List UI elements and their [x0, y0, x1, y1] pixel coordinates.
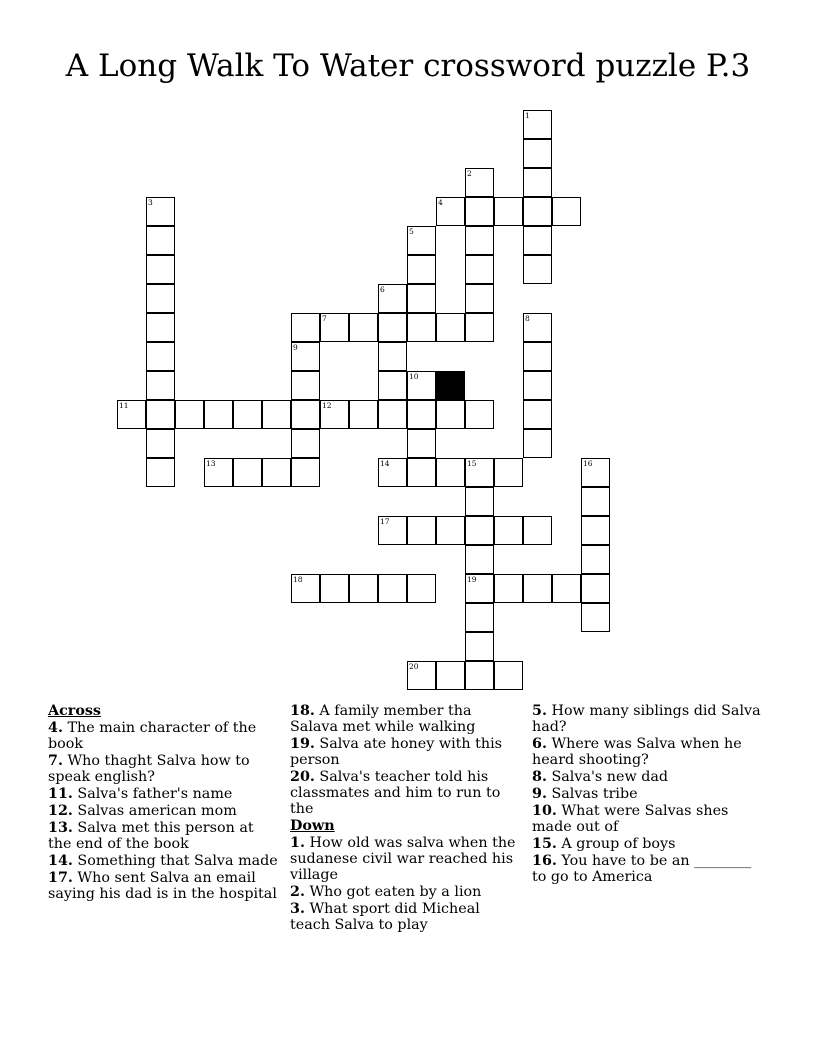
grid-cell[interactable]: [175, 400, 204, 429]
cell-number: 18: [293, 575, 303, 584]
clue-number: 1.: [290, 835, 305, 851]
clue-text: Salvas tribe: [551, 786, 638, 802]
grid-cell[interactable]: [523, 429, 552, 458]
cell-number: 14: [380, 459, 390, 468]
grid-cell[interactable]: [523, 139, 552, 168]
clue: [290, 884, 522, 900]
page-title: A Long Walk To Water crossword puzzle P.3: [65, 48, 751, 84]
cell-number: 9: [293, 343, 298, 352]
grid-cell[interactable]: [581, 458, 610, 487]
clue-text: Salva's father's name: [77, 786, 233, 802]
grid-cell[interactable]: [146, 371, 175, 400]
clue-number: 7.: [48, 753, 63, 769]
clue: [48, 753, 280, 785]
grid-cell[interactable]: [407, 313, 436, 342]
grid-cell[interactable]: [465, 400, 494, 429]
grid-cell[interactable]: [523, 516, 552, 545]
grid-cell[interactable]: [523, 574, 552, 603]
grid-cell[interactable]: [117, 400, 146, 429]
grid-cell[interactable]: [523, 168, 552, 197]
grid-cell[interactable]: [465, 545, 494, 574]
clue-number: 15.: [532, 836, 557, 852]
grid-cell[interactable]: [407, 458, 436, 487]
clue-number: 4.: [48, 720, 63, 736]
grid-cell[interactable]: [494, 516, 523, 545]
clue-number: 16.: [532, 853, 557, 869]
clue: [48, 853, 280, 869]
grid-cell[interactable]: [436, 516, 465, 545]
cell-number: 16: [583, 459, 593, 468]
grid-cell[interactable]: [436, 400, 465, 429]
clue: [48, 820, 280, 852]
grid-cell[interactable]: [465, 313, 494, 342]
clue: [290, 703, 522, 735]
clue-text: The main character of the book: [48, 720, 257, 752]
clues-column-3: [532, 703, 764, 886]
grid-cell[interactable]: [465, 226, 494, 255]
clue: [532, 703, 764, 735]
cell-number: 4: [438, 198, 443, 207]
grid-cell[interactable]: [291, 342, 320, 371]
grid-cell[interactable]: [378, 516, 407, 545]
clue-text: Salva met this person at the end of the book: [48, 820, 254, 852]
grid-cell[interactable]: [146, 400, 175, 429]
cell-number: 8: [525, 314, 530, 323]
clue: [290, 769, 522, 817]
grid-cell[interactable]: [465, 487, 494, 516]
grid-cell[interactable]: [320, 313, 349, 342]
grid-cell[interactable]: [523, 371, 552, 400]
grid-cell[interactable]: [349, 313, 378, 342]
clue-number: 12.: [48, 803, 73, 819]
clue: [290, 835, 522, 883]
grid-cell[interactable]: [552, 197, 581, 226]
down-heading: Down: [290, 818, 335, 834]
grid-cell[interactable]: [291, 574, 320, 603]
grid-cell[interactable]: [465, 168, 494, 197]
grid-cell[interactable]: [407, 284, 436, 313]
cell-number: 13: [206, 459, 216, 468]
clue: [48, 786, 280, 802]
clue: [532, 769, 764, 785]
grid-cell[interactable]: [465, 255, 494, 284]
clue-number: 9.: [532, 786, 547, 802]
grid-cell[interactable]: [262, 400, 291, 429]
clue-text: Something that Salva made: [77, 853, 278, 869]
grid-cell[interactable]: [291, 371, 320, 400]
cell-number: 2: [467, 169, 472, 178]
clue-number: 2.: [290, 884, 305, 900]
clue: [48, 803, 280, 819]
grid-cell[interactable]: [407, 661, 436, 690]
black-cell: [436, 371, 465, 400]
clue-number: 6.: [532, 736, 547, 752]
clue-number: 18.: [290, 703, 315, 719]
clue-text: What sport did Micheal teach Salva to play: [290, 901, 480, 933]
grid-cell[interactable]: [436, 661, 465, 690]
grid-cell[interactable]: [291, 458, 320, 487]
clue-text: Salva's new dad: [551, 769, 669, 785]
clue-number: 3.: [290, 901, 305, 917]
grid-cell[interactable]: [146, 197, 175, 226]
clue-number: 11.: [48, 786, 73, 802]
grid-cell[interactable]: [378, 400, 407, 429]
grid-cell[interactable]: [494, 661, 523, 690]
cell-number: 15: [467, 459, 477, 468]
cell-number: 20: [409, 662, 419, 671]
clues-column-2: [290, 703, 522, 934]
grid-cell[interactable]: [204, 458, 233, 487]
clue: [532, 853, 764, 885]
clue: [290, 736, 522, 768]
clue: [532, 736, 764, 768]
grid-cell[interactable]: [407, 226, 436, 255]
cell-number: 5: [409, 227, 414, 236]
clue-text: What were Salvas shes made out of: [532, 803, 729, 835]
grid-cell[interactable]: [262, 458, 291, 487]
grid-cell[interactable]: [465, 574, 494, 603]
grid-cell[interactable]: [146, 429, 175, 458]
grid-cell[interactable]: [494, 574, 523, 603]
grid-cell[interactable]: [465, 632, 494, 661]
grid-cell[interactable]: [465, 197, 494, 226]
cell-number: 11: [119, 401, 129, 410]
clues-column-1: [48, 703, 280, 903]
cell-number: 10: [409, 372, 419, 381]
clue-text: A group of boys: [561, 836, 676, 852]
grid-cell[interactable]: [436, 458, 465, 487]
grid-cell[interactable]: [378, 574, 407, 603]
clue-number: 19.: [290, 736, 315, 752]
clue-text: How many siblings did Salva had?: [532, 703, 761, 735]
grid-cell[interactable]: [494, 197, 523, 226]
clue-number: 20.: [290, 769, 315, 785]
grid-cell[interactable]: [523, 197, 552, 226]
grid-cell[interactable]: [465, 284, 494, 313]
clue-text: Who thaght Salva how to speak english?: [48, 753, 250, 785]
clue: [290, 901, 522, 933]
clue: [532, 803, 764, 835]
grid-cell[interactable]: [407, 516, 436, 545]
grid-cell[interactable]: [465, 458, 494, 487]
clue-text: Salva's teacher told his classmates and him to run to the: [290, 769, 501, 817]
grid-cell[interactable]: [407, 574, 436, 603]
grid-cell[interactable]: [407, 400, 436, 429]
clue: [532, 836, 764, 852]
grid-cell[interactable]: [523, 313, 552, 342]
grid-cell[interactable]: [407, 429, 436, 458]
grid-cell[interactable]: [146, 313, 175, 342]
grid-cell[interactable]: [407, 255, 436, 284]
across-heading: Across: [48, 703, 101, 719]
clue-number: 17.: [48, 870, 73, 886]
grid-cell[interactable]: [523, 110, 552, 139]
grid-cell[interactable]: [233, 458, 262, 487]
grid-cell[interactable]: [523, 226, 552, 255]
cell-number: 1: [525, 111, 530, 120]
cell-number: 17: [380, 517, 390, 526]
clue: [532, 786, 764, 802]
grid-cell[interactable]: [494, 458, 523, 487]
clue-text: Who sent Salva an email saying his dad is in the hospital: [48, 870, 277, 902]
grid-cell[interactable]: [465, 603, 494, 632]
clue-number: 10.: [532, 803, 557, 819]
clue-number: 13.: [48, 820, 73, 836]
clue: [48, 870, 280, 902]
grid-cell[interactable]: [581, 487, 610, 516]
grid-cell[interactable]: [581, 545, 610, 574]
grid-cell[interactable]: [581, 603, 610, 632]
clue-text: Where was Salva when he heard shooting?: [532, 736, 742, 768]
grid-cell[interactable]: [349, 400, 378, 429]
grid-cell[interactable]: [320, 400, 349, 429]
clue-number: 8.: [532, 769, 547, 785]
grid-cell[interactable]: [523, 255, 552, 284]
grid-cell[interactable]: [378, 458, 407, 487]
clue-number: 14.: [48, 853, 73, 869]
cell-number: 7: [322, 314, 327, 323]
grid-cell[interactable]: [523, 342, 552, 371]
grid-cell[interactable]: [407, 371, 436, 400]
grid-cell[interactable]: [146, 226, 175, 255]
grid-cell[interactable]: [291, 429, 320, 458]
grid-cell[interactable]: [581, 574, 610, 603]
clue: [48, 720, 280, 752]
grid-cell[interactable]: [146, 342, 175, 371]
grid-cell[interactable]: [378, 313, 407, 342]
cell-number: 12: [322, 401, 332, 410]
grid-cell[interactable]: [378, 371, 407, 400]
clue-text: A family member tha Salava met while walking: [290, 703, 476, 735]
cell-number: 6: [380, 285, 385, 294]
clue-text: Who got eaten by a lion: [309, 884, 482, 900]
grid-cell[interactable]: [146, 458, 175, 487]
grid-cell[interactable]: [320, 574, 349, 603]
cell-number: 3: [148, 198, 153, 207]
grid-cell[interactable]: [378, 284, 407, 313]
grid-cell[interactable]: [465, 516, 494, 545]
clue-text: Salvas american mom: [77, 803, 237, 819]
grid-cell[interactable]: [436, 313, 465, 342]
grid-cell[interactable]: [581, 516, 610, 545]
cell-number: 19: [467, 575, 477, 584]
grid-cell[interactable]: [146, 255, 175, 284]
grid-cell[interactable]: [233, 400, 262, 429]
grid-cell[interactable]: [349, 574, 378, 603]
clue-text: Salva ate honey with this person: [290, 736, 503, 768]
grid-cell[interactable]: [291, 400, 320, 429]
clue-text: How old was salva when the sudanese civil war reached his village: [290, 835, 516, 883]
clue-number: 5.: [532, 703, 547, 719]
grid-cell[interactable]: [465, 661, 494, 690]
grid-cell[interactable]: [436, 197, 465, 226]
grid-cell[interactable]: [523, 400, 552, 429]
clue-text: You have to be an ________ to go to America: [532, 853, 752, 885]
grid-cell[interactable]: [204, 400, 233, 429]
grid-cell[interactable]: [146, 284, 175, 313]
grid-cell[interactable]: [378, 342, 407, 371]
grid-cell[interactable]: [552, 574, 581, 603]
grid-cell[interactable]: [291, 313, 320, 342]
